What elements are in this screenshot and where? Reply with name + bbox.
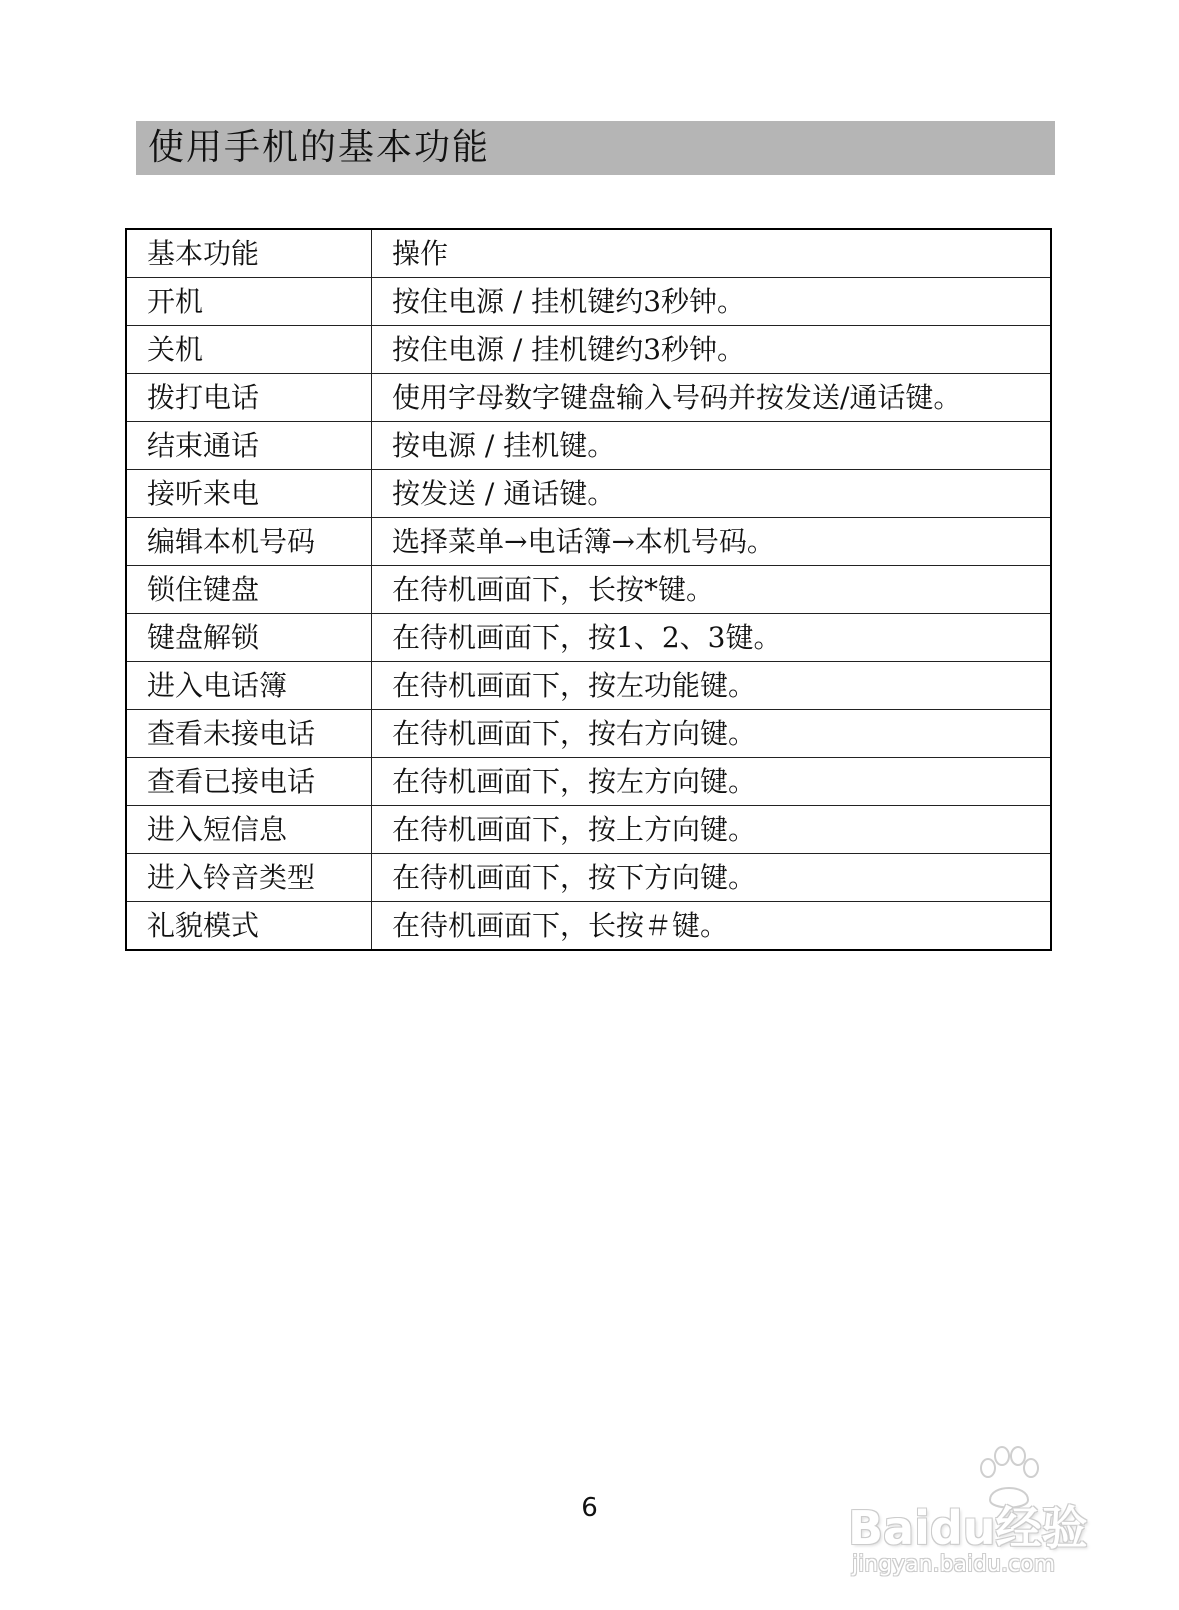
table-row [126,422,1051,470]
function-cell: 锁住键盘 [126,566,372,614]
table-header-row [126,229,1051,278]
function-cell: 开机 [126,278,372,326]
table-row [126,470,1051,518]
function-cell: 键盘解锁 [126,614,372,662]
table-row [126,614,1051,662]
watermark-url: jingyan.baidu.com [852,1552,1056,1577]
operation-cell: 按发送 / 通话键。 [372,470,1052,518]
function-cell: 接听来电 [126,470,372,518]
function-cell: 查看已接电话 [126,758,372,806]
operation-cell: 在待机画面下，按下方向键。 [372,854,1052,902]
function-cell: 关机 [126,326,372,374]
operation-cell: 按住电源 / 挂机键约3秒钟。 [372,326,1052,374]
table-row [126,710,1051,758]
operation-cell: 在待机画面下，按上方向键。 [372,806,1052,854]
table-row [126,854,1051,902]
section-heading [136,121,1055,175]
operation-cell: 在待机画面下，按左方向键。 [372,758,1052,806]
baidu-watermark [838,1440,1118,1580]
table-row [126,278,1051,326]
operation-cell: 按电源 / 挂机键。 [372,422,1052,470]
operation-cell: 使用字母数字键盘输入号码并按发送/通话键。 [372,374,1052,422]
table-row [126,662,1051,710]
function-cell: 进入短信息 [126,806,372,854]
table-row [126,518,1051,566]
operation-cell: 在待机画面下，按1、2、3键。 [372,614,1052,662]
table-row [126,374,1051,422]
operation-cell: 在待机画面下，长按*键。 [372,566,1052,614]
watermark-brand: Baidu经验 [848,1501,1088,1555]
table-row [126,902,1051,951]
header-operation: 操作 [372,229,1052,278]
table-row [126,326,1051,374]
page-number: 6 [581,1493,598,1523]
function-cell: 结束通话 [126,422,372,470]
operation-cell: 在待机画面下，按右方向键。 [372,710,1052,758]
function-cell: 编辑本机号码 [126,518,372,566]
header-function: 基本功能 [126,229,372,278]
operation-cell: 在待机画面下，长按＃键。 [372,902,1052,951]
operation-cell: 选择菜单→电话簿→本机号码。 [372,518,1052,566]
function-cell: 进入电话簿 [126,662,372,710]
operation-cell: 在待机画面下，按左功能键。 [372,662,1052,710]
section-title: 使用手机的基本功能 [148,127,491,168]
function-cell: 拨打电话 [126,374,372,422]
table-row [126,566,1051,614]
function-cell: 查看未接电话 [126,710,372,758]
operation-cell: 按住电源 / 挂机键约3秒钟。 [372,278,1052,326]
function-table [125,228,1052,951]
table-row [126,806,1051,854]
function-cell: 进入铃音类型 [126,854,372,902]
table-row [126,758,1051,806]
function-cell: 礼貌模式 [126,902,372,951]
